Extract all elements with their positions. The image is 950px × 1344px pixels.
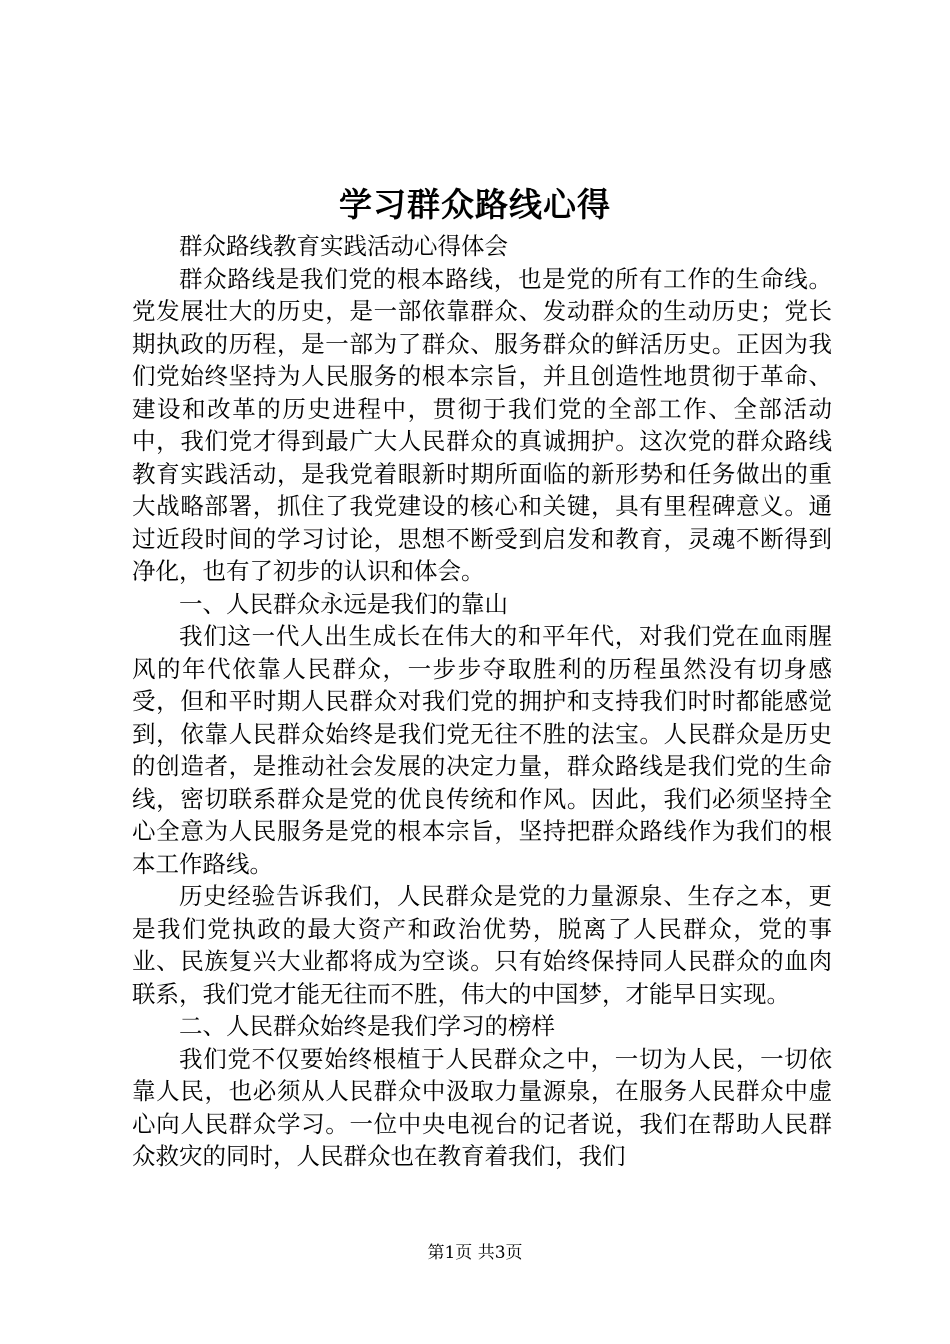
body-paragraph: 我们党不仅要始终根植于人民群众之中，一切为人民，一切依靠人民，也必须从人民群众中汲取力量源泉，在服务人民群众中虚心向人民群众学习。一位中央电视台的记者说，我们在帮助人民群众救灾的同时，人民群众也在教育着我们，我们 <box>132 1044 832 1170</box>
page-number-footer: 第1页 共3页 <box>427 1243 523 1263</box>
subtitle-paragraph: 群众路线教育实践活动心得体会 <box>179 232 508 260</box>
document-body <box>132 230 832 1173</box>
section-heading: 一、人民群众永远是我们的靠山 <box>179 589 508 618</box>
document-title: 学习群众路线心得 <box>339 185 611 224</box>
body-paragraph: 我们这一代人出生成长在伟大的和平年代，对我们党在血雨腥风的年代依靠人民群众，一步步夺取胜利的历程虽然没有切身感受，但和平时期人民群众对我们党的拥护和支持我们时时都能感觉到，依靠人民群众始终是我们党无往不胜的法宝。人民群众是历史的创造者，是推动社会发展的决定力量，群众路线是我们党的生命线，密切联系群众是党的优良传统和作风。因此，我们必须坚持全心全意为人民服务是党的根本宗旨，坚持把群众路线作为我们的根本工作路线。 <box>132 622 832 878</box>
body-paragraph: 群众路线是我们党的根本路线，也是党的所有工作的生命线。党发展壮大的历史，是一部依靠群众、发动群众的生动历史；党长期执政的历程，是一部为了群众、服务群众的鲜活历史。正因为我们党始终坚持为人民服务的根本宗旨，并且创造性地贯彻于革命、建设和改革的历史进程中，贯彻于我们党的全部工作、全部活动中，我们党才得到最广大人民群众的真诚拥护。这次党的群众路线教育实践活动，是我党着眼新时期所面临的新形势和任务做出的重大战略部署，抓住了我党建设的核心和关键，具有里程碑意义。通过近段时间的学习讨论，思想不断受到启发和教育，灵魂不断得到净化，也有了初步的认识和体会。 <box>132 264 832 585</box>
section-heading: 二、人民群众始终是我们学习的榜样 <box>179 1012 555 1040</box>
body-paragraph: 历史经验告诉我们，人民群众是党的力量源泉、生存之本，更是我们党执政的最大资产和政治优势，脱离了人民群众，党的事业、民族复兴大业都将成为空谈。只有始终保持同人民群众的血肉联系，我们党才能无往而不胜，伟大的中国梦，才能早日实现。 <box>132 882 832 1008</box>
